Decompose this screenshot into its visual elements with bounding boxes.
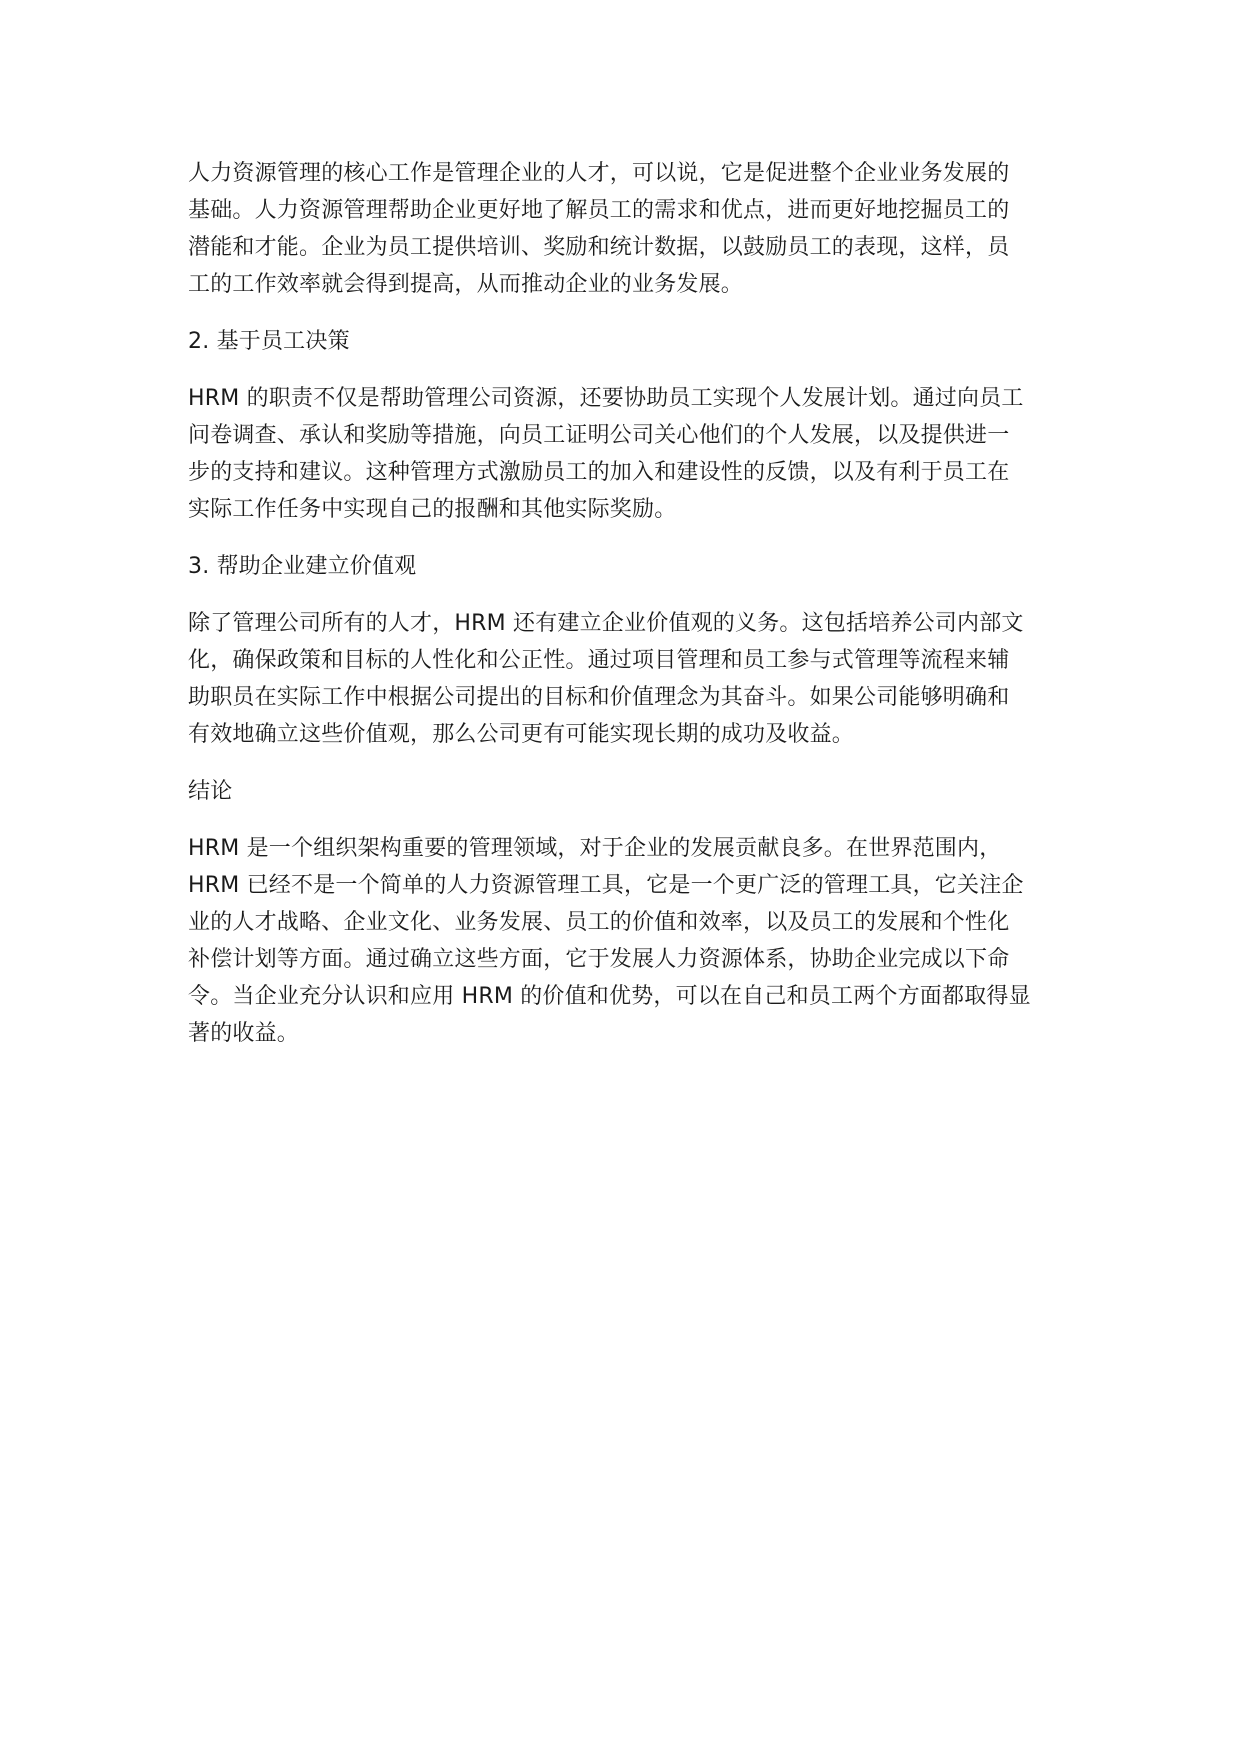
text-line: 业的人才战略、企业文化、业务发展、员工的价值和效率，以及员工的发展和个性化 bbox=[188, 910, 1010, 935]
text-line: 人力资源管理的核心工作是管理企业的人才，可以说，它是促进整个企业业务发展的 bbox=[188, 161, 1010, 186]
text-line: 除了管理公司所有的人才，HRM 还有建立企业价值观的义务。这包括培养公司内部文 bbox=[188, 611, 1024, 636]
section-heading-employee-decision bbox=[188, 323, 1056, 360]
section-heading-values bbox=[188, 548, 1056, 585]
text-line: 著的收益。 bbox=[188, 1021, 300, 1046]
text-line: 令。当企业充分认识和应用 HRM 的价值和优势，可以在自己和员工两个方面都取得显 bbox=[188, 984, 1031, 1009]
heading-text: 2. 基于员工决策 bbox=[188, 329, 350, 354]
text-line: 问卷调查、承认和奖励等措施，向员工证明公司关心他们的个人发展，以及提供进一 bbox=[188, 423, 1010, 448]
paragraph-hrm-duties bbox=[188, 380, 1056, 528]
text-line: 潜能和才能。企业为员工提供培训、奖励和统计数据，以鼓励员工的表现，这样，员 bbox=[188, 235, 1010, 260]
paragraph-values bbox=[188, 605, 1056, 753]
text-line: HRM 已经不是一个简单的人力资源管理工具，它是一个更广泛的管理工具，它关注企 bbox=[188, 873, 1024, 898]
text-line: HRM 的职责不仅是帮助管理公司资源，还要协助员工实现个人发展计划。通过向员工 bbox=[188, 386, 1024, 411]
text-line: 步的支持和建议。这种管理方式激励员工的加入和建设性的反馈，以及有利于员工在 bbox=[188, 460, 1010, 485]
text-line: 化，确保政策和目标的人性化和公正性。通过项目管理和员工参与式管理等流程来辅 bbox=[188, 648, 1010, 673]
text-line: 工的工作效率就会得到提高，从而推动企业的业务发展。 bbox=[188, 272, 744, 297]
heading-text: 结论 bbox=[188, 779, 233, 804]
text-line: 补偿计划等方面。通过确立这些方面，它于发展人力资源体系，协助企业完成以下命 bbox=[188, 947, 1010, 972]
paragraph-conclusion bbox=[188, 830, 1056, 1052]
text-line: 有效地确立这些价值观，那么公司更有可能实现长期的成功及收益。 bbox=[188, 722, 855, 747]
paragraph-hr-core bbox=[188, 155, 1056, 303]
text-line: 助职员在实际工作中根据公司提出的目标和价值理念为其奋斗。如果公司能够明确和 bbox=[188, 685, 1010, 710]
document-page bbox=[188, 155, 1056, 1072]
text-line: 实际工作任务中实现自己的报酬和其他实际奖励。 bbox=[188, 497, 677, 522]
heading-text: 3. 帮助企业建立价值观 bbox=[188, 554, 417, 579]
text-line: HRM 是一个组织架构重要的管理领域，对于企业的发展贡献良多。在世界范围内， bbox=[188, 836, 1002, 861]
section-heading-conclusion bbox=[188, 773, 1056, 810]
text-line: 基础。人力资源管理帮助企业更好地了解员工的需求和优点，进而更好地挖掘员工的 bbox=[188, 198, 1010, 223]
